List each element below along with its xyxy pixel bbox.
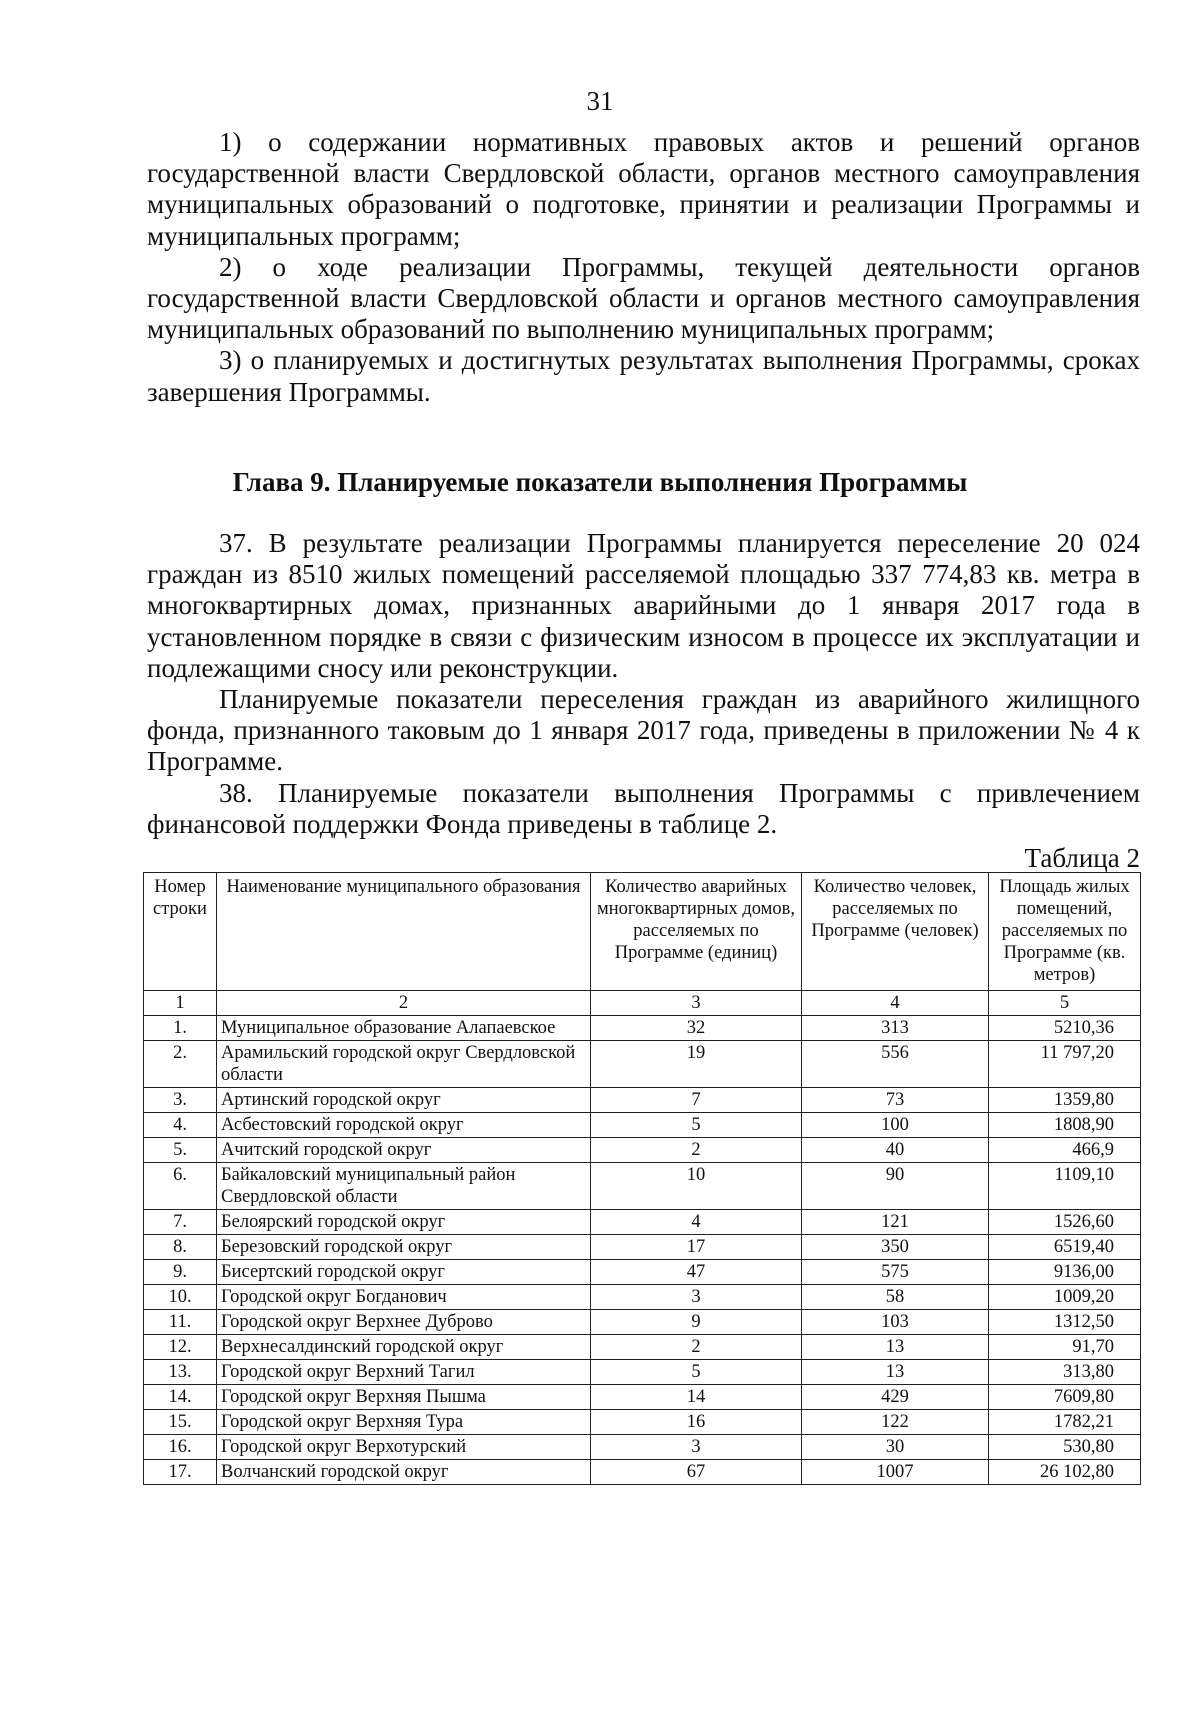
- houses-count: 3: [591, 1285, 802, 1310]
- table-caption: Таблица 2: [1024, 843, 1140, 873]
- area-value: 1109,10: [989, 1163, 1141, 1210]
- table-row: [144, 1310, 1141, 1335]
- municipality-name: Верхнесалдинский городской округ: [217, 1335, 591, 1360]
- area-value: 26 102,80: [989, 1460, 1141, 1485]
- section-bottom-paragraphs: [147, 528, 1140, 840]
- area-value: 6519,40: [989, 1235, 1141, 1260]
- area-value: 1359,80: [989, 1088, 1141, 1113]
- houses-count: 3: [591, 1435, 802, 1460]
- area-value: 11 797,20: [989, 1041, 1141, 1088]
- municipality-name: Белоярский городской округ: [217, 1210, 591, 1235]
- houses-count: 14: [591, 1385, 802, 1410]
- table-row: [144, 1360, 1141, 1385]
- area-value: 466,9: [989, 1138, 1141, 1163]
- chapter-title: Глава 9. Планируемые показатели выполнения Программы: [232, 467, 968, 497]
- area-value: 530,80: [989, 1435, 1141, 1460]
- header-cell: Площадь жилых помещений, расселяемых по Программе (кв. метров): [989, 873, 1141, 991]
- municipality-name: Бисертский городской округ: [217, 1260, 591, 1285]
- area-value: 5210,36: [989, 1016, 1141, 1041]
- area-value: 9136,00: [989, 1260, 1141, 1285]
- people-count: 13: [802, 1360, 989, 1385]
- paragraph: Планируемые показатели переселения граждан из аварийного жилищного фонда, признанного таковым до 1 января 2017 года, приведены в приложении № 4 к Программе.: [147, 684, 1140, 777]
- people-count: 73: [802, 1088, 989, 1113]
- municipality-name: Асбестовский городской округ: [217, 1113, 591, 1138]
- people-count: 100: [802, 1113, 989, 1138]
- houses-count: 32: [591, 1016, 802, 1041]
- municipality-name: Городской округ Богданович: [217, 1285, 591, 1310]
- houses-count: 67: [591, 1460, 802, 1485]
- area-value: 7609,80: [989, 1385, 1141, 1410]
- houses-count: 5: [591, 1113, 802, 1138]
- column-number-row: [144, 991, 1141, 1016]
- table-row: [144, 1260, 1141, 1285]
- row-number: 14.: [144, 1385, 217, 1410]
- header-cell: Количество аварийных многоквартирных домов, расселяемых по Программе (единиц): [591, 873, 802, 991]
- table-row: [144, 1088, 1141, 1113]
- municipality-name: Муниципальное образование Алапаевское: [217, 1016, 591, 1041]
- municipality-name: Городской округ Верхотурский: [217, 1435, 591, 1460]
- row-number: 9.: [144, 1260, 217, 1285]
- data-table: [143, 872, 1141, 1485]
- area-value: 1782,21: [989, 1410, 1141, 1435]
- people-count: 13: [802, 1335, 989, 1360]
- houses-count: 2: [591, 1335, 802, 1360]
- houses-count: 9: [591, 1310, 802, 1335]
- column-number: 1: [144, 991, 217, 1016]
- row-number: 13.: [144, 1360, 217, 1385]
- paragraph: 37. В результате реализации Программы планируется переселение 20 024 граждан из 8510 жилых помещений расселяемой площадью 337 774,83 кв. метра в многоквартирных домах, признанных аварийными до 1 января 2017 года в установленном порядке в связи с физическим износом в процессе их эксплуатации и подлежащими сносу или реконструкции.: [147, 528, 1140, 683]
- people-count: 90: [802, 1163, 989, 1210]
- table-row: [144, 1016, 1141, 1041]
- area-value: 1009,20: [989, 1285, 1141, 1310]
- people-count: 575: [802, 1260, 989, 1285]
- houses-count: 5: [591, 1360, 802, 1385]
- people-count: 350: [802, 1235, 989, 1260]
- row-number: 2.: [144, 1041, 217, 1088]
- area-value: 1808,90: [989, 1113, 1141, 1138]
- people-count: 122: [802, 1410, 989, 1435]
- table-row: [144, 1435, 1141, 1460]
- table-row: [144, 1410, 1141, 1435]
- paragraph: 1) о содержании нормативных правовых актов и решений органов государственной власти Свердловской области, органов местного самоуправления муниципальных образований о подготовке, принятии и реализации Программы и муниципальных программ;: [147, 127, 1140, 251]
- column-number: 5: [989, 991, 1141, 1016]
- people-count: 40: [802, 1138, 989, 1163]
- row-number: 10.: [144, 1285, 217, 1310]
- houses-count: 10: [591, 1163, 802, 1210]
- table-row: [144, 1385, 1141, 1410]
- row-number: 12.: [144, 1335, 217, 1360]
- municipality-name: Городской округ Верхнее Дуброво: [217, 1310, 591, 1335]
- paragraph: 2) о ходе реализации Программы, текущей деятельности органов государственной власти Свердловской области и органов местного самоуправления муниципальных образований по выполнению муниципальных программ;: [147, 251, 1140, 345]
- people-count: 429: [802, 1385, 989, 1410]
- houses-count: 4: [591, 1210, 802, 1235]
- section-top-paragraphs: [147, 127, 1140, 408]
- header-cell: Количество человек, расселяемых по Программе (человек): [802, 873, 989, 991]
- row-number: 1.: [144, 1016, 217, 1041]
- area-value: 1312,50: [989, 1310, 1141, 1335]
- people-count: 121: [802, 1210, 989, 1235]
- table-row: [144, 1041, 1141, 1088]
- paragraph: 38. Планируемые показатели выполнения Программы с привлечением финансовой поддержки Фонда приведены в таблице 2.: [147, 777, 1140, 839]
- houses-count: 7: [591, 1088, 802, 1113]
- row-number: 17.: [144, 1460, 217, 1485]
- houses-count: 16: [591, 1410, 802, 1435]
- header-cell: Наименование муниципального образования: [217, 873, 591, 991]
- municipality-name: Арамильский городской округ Свердловской области: [217, 1041, 591, 1088]
- people-count: 556: [802, 1041, 989, 1088]
- table-row: [144, 1335, 1141, 1360]
- people-count: 103: [802, 1310, 989, 1335]
- column-number: 3: [591, 991, 802, 1016]
- municipality-name: Байкаловский муниципальный район Свердловской области: [217, 1163, 591, 1210]
- table-header-row: [144, 873, 1141, 991]
- area-value: 1526,60: [989, 1210, 1141, 1235]
- municipality-name: Артинский городской округ: [217, 1088, 591, 1113]
- table-row: [144, 1163, 1141, 1210]
- row-number: 8.: [144, 1235, 217, 1260]
- row-number: 3.: [144, 1088, 217, 1113]
- row-number: 6.: [144, 1163, 217, 1210]
- table-row: [144, 1113, 1141, 1138]
- people-count: 313: [802, 1016, 989, 1041]
- municipality-name: Городской округ Верхний Тагил: [217, 1360, 591, 1385]
- row-number: 16.: [144, 1435, 217, 1460]
- people-count: 58: [802, 1285, 989, 1310]
- paragraph: 3) о планируемых и достигнутых результатах выполнения Программы, сроках завершения Программы.: [147, 345, 1140, 407]
- table-body: [144, 1016, 1141, 1485]
- municipality-name: Городской округ Верхняя Пышма: [217, 1385, 591, 1410]
- table-row: [144, 1285, 1141, 1310]
- page-number: 31: [586, 86, 614, 116]
- row-number: 7.: [144, 1210, 217, 1235]
- houses-count: 19: [591, 1041, 802, 1088]
- area-value: 313,80: [989, 1360, 1141, 1385]
- houses-count: 17: [591, 1235, 802, 1260]
- table-row: [144, 1210, 1141, 1235]
- houses-count: 2: [591, 1138, 802, 1163]
- municipality-name: Городской округ Верхняя Тура: [217, 1410, 591, 1435]
- people-count: 30: [802, 1435, 989, 1460]
- houses-count: 47: [591, 1260, 802, 1285]
- column-number: 2: [217, 991, 591, 1016]
- table-row: [144, 1235, 1141, 1260]
- row-number: 15.: [144, 1410, 217, 1435]
- row-number: 4.: [144, 1113, 217, 1138]
- table-row: [144, 1460, 1141, 1485]
- area-value: 91,70: [989, 1335, 1141, 1360]
- municipality-name: Волчанский городской округ: [217, 1460, 591, 1485]
- table-row: [144, 1138, 1141, 1163]
- municipality-name: Березовский городской округ: [217, 1235, 591, 1260]
- column-number: 4: [802, 991, 989, 1016]
- header-cell: Номер строки: [144, 873, 217, 991]
- people-count: 1007: [802, 1460, 989, 1485]
- row-number: 5.: [144, 1138, 217, 1163]
- municipality-name: Ачитский городской округ: [217, 1138, 591, 1163]
- row-number: 11.: [144, 1310, 217, 1335]
